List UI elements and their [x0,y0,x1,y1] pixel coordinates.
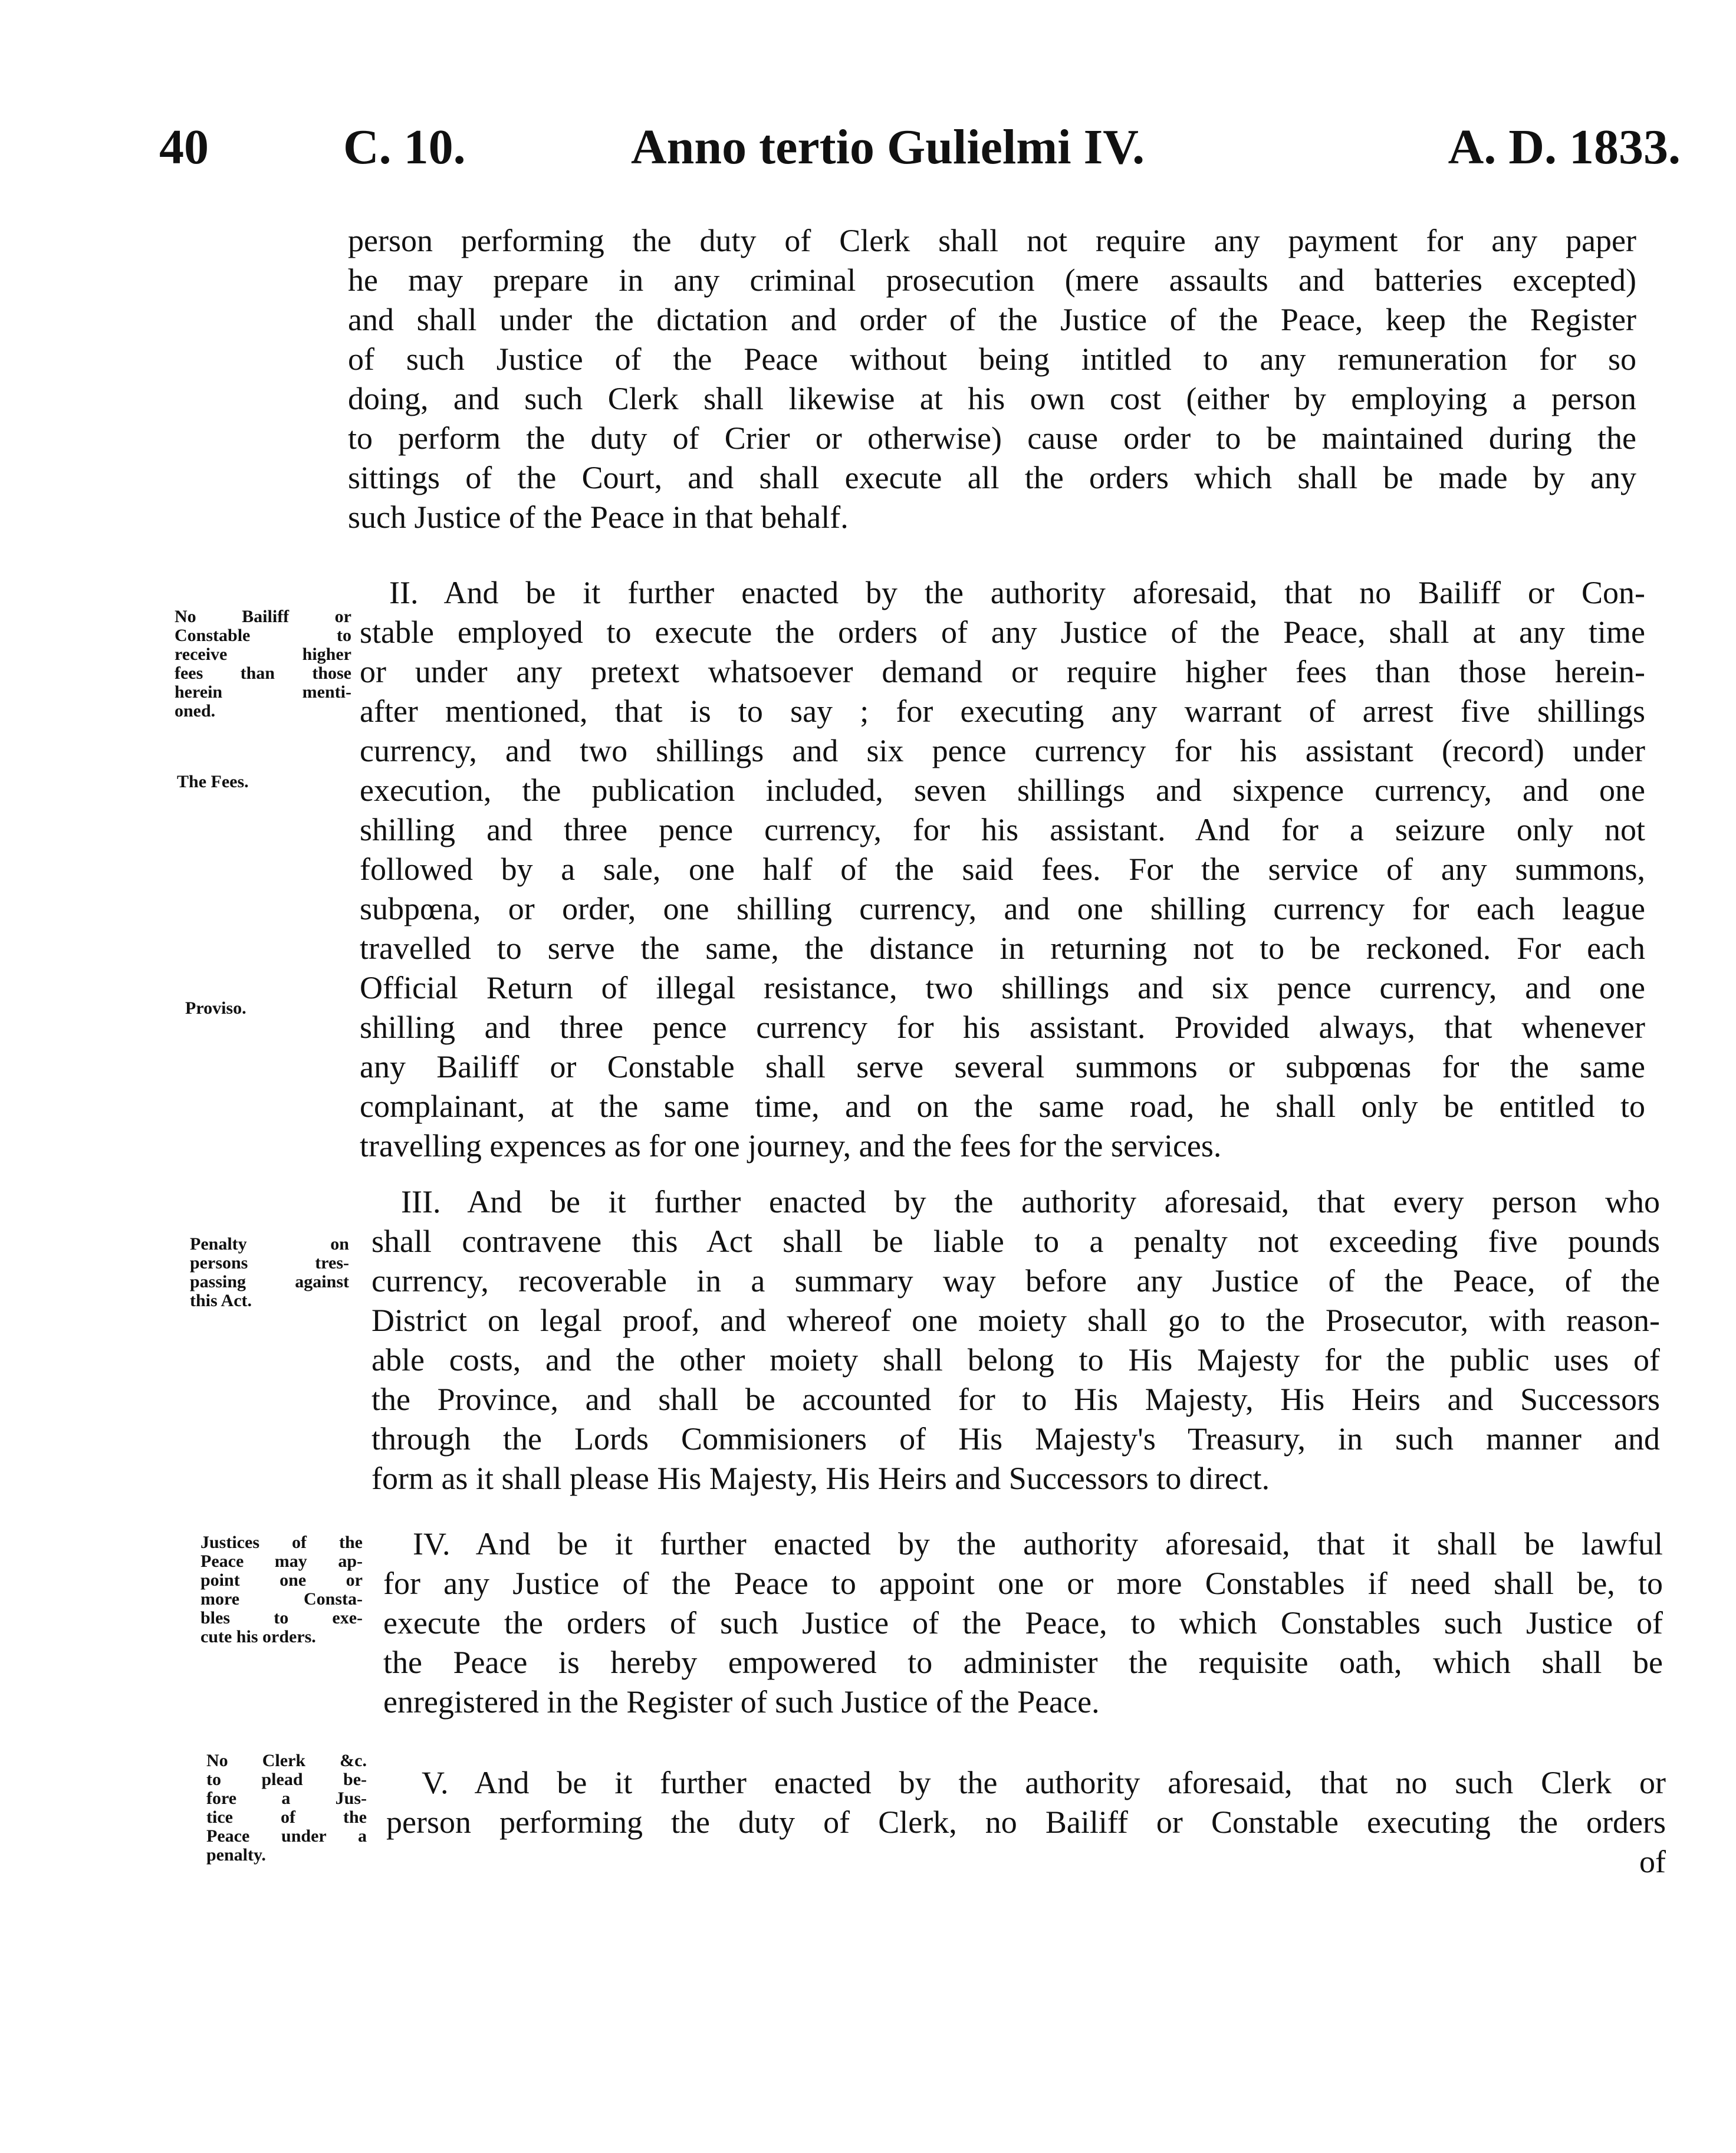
text-line: to perform the duty of Crier or otherwise) cause order to be maintained during the [348,420,1636,456]
text-line: currency, and two shillings and six pence currency for his assistant (record) under [360,733,1645,768]
text-line: V. And be it further enacted by the authority aforesaid, that no such Clerk or [422,1765,1666,1800]
text-line: of such Justice of the Peace without being intitled to any remuneration for so [348,341,1636,377]
margin-note-line: passing against [190,1272,349,1291]
margin-note-line: oned. [175,701,216,721]
margin-note-line: penalty. [206,1845,266,1865]
text-line: IV. And be it further enacted by the authority aforesaid, that it shall be lawful [413,1526,1663,1562]
text-line: Official Return of illegal resistance, two shillings and six pence currency, and one [360,970,1645,1005]
text-line: currency, recoverable in a summary way before any Justice of the Peace, of the [371,1263,1660,1299]
paragraph-continuation [348,221,1636,537]
margin-note-line: cute his orders. [200,1627,316,1646]
section-v [386,1763,1666,1882]
margin-note-line: Penalty on [190,1234,349,1254]
text-line: District on legal proof, and whereof one moiety shall go to the Prosecutor, with reason- [371,1303,1660,1338]
margin-note-line: Peace may ap- [200,1552,363,1571]
margin-note-line: receive higher [175,645,351,664]
text-line: II. And be it further enacted by the authority aforesaid, that no Bailiff or Con- [389,575,1645,610]
margin-note-line: fore a Jus- [206,1789,367,1808]
year: A. D. 1833. [1448,120,1681,175]
margin-note-appoint-constables [200,1533,363,1646]
text-line: travelled to serve the same, the distance in returning not to be reckoned. For each [360,931,1645,966]
text-line: or under any pretext whatsoever demand or require higher fees than those herein- [360,654,1645,689]
margin-note-line: Justices of the [200,1533,363,1552]
text-line: and shall under the dictation and order of the Justice of the Peace, keep the Register [348,302,1636,337]
text-line: such Justice of the Peace in that behalf. [348,499,849,535]
text-line: followed by a sale, one half of the said fees. For the service of any summons, [360,852,1645,887]
margin-note-line: Peace under a [206,1826,367,1846]
margin-note-line: fees than those [175,663,351,683]
chapter-number: C. 10. [343,120,466,175]
text-line: person performing the duty of Clerk, no Bailiff or Constable executing the orders [386,1804,1666,1840]
section-ii [360,573,1645,1166]
margin-note-line: No Bailiff or [175,607,351,626]
margin-note-line: point one or [200,1570,363,1590]
margin-note-line: persons tres- [190,1253,349,1273]
margin-note-penalty [190,1235,349,1310]
text-line: after mentioned, that is to say ; for executing any warrant of arrest five shillings [360,693,1645,729]
margin-note-line: bles to exe- [200,1608,363,1628]
text-line: form as it shall please His Majesty, His Heirs and Successors to direct. [371,1461,1270,1496]
page-number: 40 [159,120,209,175]
text-line: through the Lords Commisioners of His Majesty's Treasury, in such manner and [371,1421,1660,1457]
section-iii [371,1182,1660,1498]
margin-note-bailiff-fees [175,607,351,721]
margin-note-line: The Fees. [177,772,249,791]
margin-note-line: this Act. [190,1291,252,1310]
margin-note-line: to plead be- [206,1770,367,1789]
text-line: the Province, and shall be accounted for to His Majesty, His Heirs and Successors [371,1382,1660,1417]
margin-note-line: herein menti- [175,682,351,702]
catchword: of [1639,1844,1666,1879]
text-line: enregistered in the Register of such Justice of the Peace. [383,1684,1100,1720]
text-line: sittings of the Court, and shall execute all the orders which shall be made by any [348,460,1636,495]
text-line: doing, and such Clerk shall likewise at his own cost (either by employing a person [348,381,1636,416]
text-line: person performing the duty of Clerk shall not require any payment for any paper [348,223,1636,258]
text-line: he may prepare in any criminal prosecution (mere assaults and batteries excepted) [348,262,1636,298]
text-line: stable employed to execute the orders of any Justice of the Peace, shall at any time [360,614,1645,650]
text-line: shall contravene this Act shall be liable to a penalty not exceeding five pounds [371,1224,1660,1259]
text-line: complainant, at the same time, and on the same road, he shall only be entitled to [360,1089,1645,1124]
text-line: the Peace is hereby empowered to administer the requisite oath, which shall be [383,1645,1663,1680]
text-line: execute the orders of such Justice of the Peace, to which Constables such Justice of [383,1605,1663,1641]
margin-note-line: more Consta- [200,1589,363,1609]
text-line: for any Justice of the Peace to appoint one or more Constables if need shall be, to [383,1566,1663,1601]
margin-note-line: Proviso. [185,998,246,1018]
margin-note-the-fees [177,773,354,791]
running-title: Anno tertio Gulielmi IV. [631,120,1145,175]
text-line: shilling and three pence currency, for his assistant. And for a seizure only not [360,812,1645,847]
text-line: able costs, and the other moiety shall belong to His Majesty for the public uses of [371,1342,1660,1378]
text-line: travelling expences as for one journey, and the fees for the services. [360,1128,1222,1163]
text-line: subpœna, or order, one shilling currency, and one shilling currency for each league [360,891,1645,926]
running-header [159,112,1692,183]
text-line: shilling and three pence currency for his assistant. Provided always, that whenever [360,1010,1645,1045]
text-line: execution, the publication included, seven shillings and sixpence currency, and one [360,773,1645,808]
text-line: III. And be it further enacted by the authority aforesaid, that every person who [401,1184,1660,1220]
margin-note-line: Constable to [175,626,351,645]
text-line: any Bailiff or Constable shall serve several summons or subpœnas for the same [360,1049,1645,1084]
section-iv [383,1524,1663,1722]
margin-note-line: tice of the [206,1807,367,1827]
margin-note-line: No Clerk &c. [206,1751,367,1770]
margin-note-proviso [185,999,362,1018]
margin-note-no-clerk-plead [206,1751,367,1865]
